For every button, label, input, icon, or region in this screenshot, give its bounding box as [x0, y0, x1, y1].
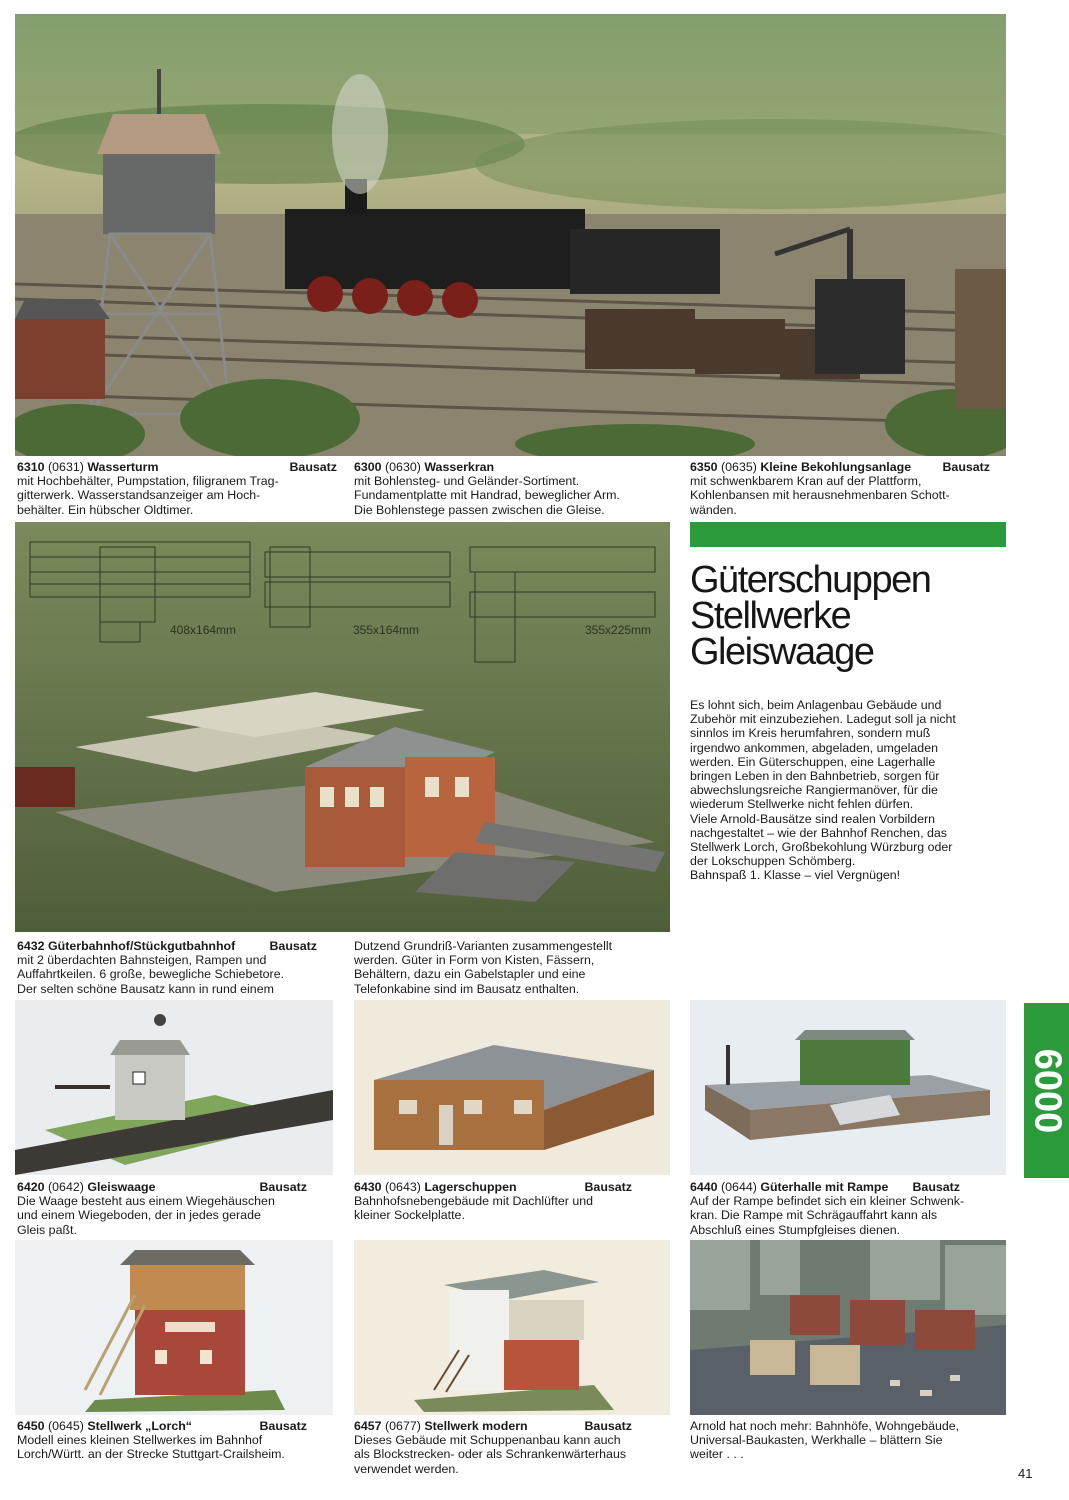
caption-tag: Bausatz: [942, 460, 990, 474]
accent-bar: [690, 522, 1006, 547]
caption-line: kran. Die Rampe mit Schrägauffahrt kann als: [690, 1208, 938, 1223]
caption-6432: [17, 939, 317, 996]
photo-stellwerk-lorch: [15, 1240, 333, 1415]
caption-number: 6450: [17, 1419, 45, 1433]
caption-title: Lagerschuppen: [424, 1180, 517, 1194]
caption-number: 6457: [354, 1419, 382, 1433]
headline-line: Stellwerke: [690, 595, 851, 637]
headline-line: Gleiswaage: [690, 631, 874, 673]
caption-more-from-arnold: [690, 1419, 990, 1462]
caption-line: behälter. Ein hübscher Oldtimer.: [17, 502, 194, 517]
plan-dimension-label: 355x225mm: [585, 623, 652, 637]
caption-line: verwendet werden.: [354, 1461, 459, 1476]
caption-title: Stellwerk modern: [424, 1419, 528, 1433]
intro-line: Bahnspaß 1. Klasse – viel Vergnügen!: [690, 868, 901, 883]
caption-title: Güterhalle mit Rampe: [760, 1180, 889, 1194]
caption-line: Dieses Gebäude mit Schuppenanbau kann auch: [354, 1433, 621, 1448]
caption-6432-continued: [354, 939, 664, 996]
caption-line: Arnold hat noch mehr: Bahnhöfe, Wohngebäude,: [690, 1419, 960, 1433]
top-photo: [15, 14, 1006, 456]
caption-line: Bahnhofsnebengebäude mit Dachlüfter und: [354, 1194, 594, 1209]
caption-code: (0642): [48, 1180, 84, 1194]
caption-title: Kleine Bekohlungsanlage: [760, 460, 912, 474]
freight-station-model-with-plans-photo: [15, 522, 670, 932]
caption-line: Auffahrtkeilen. 6 große, bewegliche Schiebetore.: [17, 967, 285, 982]
photo-gueterhalle: [690, 1000, 1006, 1175]
caption-6450: [17, 1419, 307, 1462]
caption-tag: Bausatz: [584, 1419, 632, 1433]
caption-code: (0635): [721, 460, 757, 474]
caption-line: Gleis paßt.: [17, 1222, 77, 1237]
caption-code: (0631): [48, 460, 84, 474]
caption-number: 6420: [17, 1180, 45, 1194]
goods-shed-with-ramp-photo: [690, 1000, 1006, 1175]
intro-line: bringen Leben in den Bahnbetrieb, sorgen für: [690, 769, 940, 784]
modern-signal-box-model-photo: [354, 1240, 670, 1415]
caption-number: 6440: [690, 1180, 718, 1194]
caption-line: Lorch/Württ. an der Strecke Stuttgart-Crailsheim.: [17, 1447, 285, 1462]
caption-line: Auf der Rampe befindet sich ein kleiner Schwenk-: [690, 1194, 965, 1209]
warehouse-model-photo: [354, 1000, 670, 1175]
caption-tag: Bausatz: [289, 460, 337, 474]
intro-line: der Lokschuppen Schömberg.: [690, 854, 856, 869]
caption-tag: Bausatz: [259, 1419, 307, 1433]
caption-6440: [690, 1180, 965, 1237]
caption-line: Behältern, dazu ein Gabelstapler und eine: [354, 967, 586, 982]
caption-code: (0644): [721, 1180, 757, 1194]
section-tab-label: 6000: [1026, 1048, 1068, 1133]
caption-line: mit Bohlensteg- und Geländer-Sortiment.: [354, 474, 580, 489]
intro-text: [690, 698, 1008, 883]
intro-line: abwechslungsreiche Rangiermanöver, für die: [690, 783, 938, 798]
caption-6420: [17, 1180, 307, 1237]
freight-station-photo: [15, 522, 670, 932]
signal-box-lorch-model-photo: [15, 1240, 333, 1415]
photo-stellwerk-modern: [354, 1240, 670, 1415]
caption-6300: [354, 460, 664, 517]
model-railway-steam-locomotive-water-tower-photo: [15, 14, 1006, 456]
page-number: 41: [1018, 1466, 1033, 1481]
caption-line: Fundamentplatte mit Handrad, beweglicher Arm.: [354, 488, 620, 503]
intro-line: Viele Arnold-Bausätze sind realen Vorbildern: [690, 811, 935, 826]
caption-number: 6300: [354, 460, 382, 474]
caption-number: 6350: [690, 460, 718, 474]
caption-line: werden. Güter in Form von Kisten, Fässern,: [354, 953, 595, 968]
caption-line: Modell eines kleinen Stellwerkes im Bahnhof: [17, 1433, 263, 1448]
caption-6430: [354, 1180, 632, 1223]
town-layout-model-photo: [690, 1240, 1006, 1415]
intro-line: wiederum Stellwerke nicht fehlen dürfen.: [690, 797, 914, 812]
caption-tag: Bausatz: [912, 1180, 960, 1194]
caption-title: Wasserkran: [424, 460, 495, 474]
intro-line: Zubehör mit einzubeziehen. Ladegut soll ja nicht: [690, 712, 956, 727]
caption-tag: Bausatz: [584, 1180, 632, 1194]
intro-line: Es lohnt sich, beim Anlagenbau Gebäude und: [690, 698, 942, 712]
plan-dimension-label: 355x164mm: [353, 623, 420, 637]
caption-code: (0630): [385, 460, 421, 474]
section-headline: [690, 559, 931, 673]
headline-line: Güterschuppen: [690, 559, 931, 601]
caption-line: Der selten schöne Bausatz kann in rund einem: [17, 981, 274, 996]
caption-title: Gleiswaage: [87, 1180, 156, 1194]
caption-line: Abschluß eines Stumpfgleises dienen.: [690, 1222, 901, 1237]
caption-line: kleiner Sockelplatte.: [354, 1208, 465, 1223]
caption-line: und einem Wiegeboden, der in jedes gerade: [17, 1208, 261, 1223]
caption-line: gitterwerk. Wasserstandsanzeiger am Hoch-: [17, 488, 261, 503]
caption-code: (0677): [385, 1419, 421, 1433]
caption-number: 6430: [354, 1180, 382, 1194]
intro-line: Stellwerk Lorch, Großbekohlung Würzburg oder: [690, 840, 953, 855]
caption-tag: Bausatz: [269, 939, 317, 953]
caption-line: als Blockstrecken- oder als Schrankenwärterhaus: [354, 1447, 627, 1462]
photo-town-layout: [690, 1240, 1006, 1415]
photo-gleiswaage: [15, 1000, 333, 1175]
intro-line: werden. Ein Güterschuppen, eine Lagerhalle: [690, 754, 936, 769]
caption-tag: Bausatz: [259, 1180, 307, 1194]
caption-number: 6432: [17, 939, 45, 953]
caption-line: Die Waage besteht aus einem Wiegehäuschen: [17, 1194, 275, 1209]
caption-line: Dutzend Grundriß-Varianten zusammengestellt: [354, 939, 613, 953]
caption-code: (0643): [385, 1180, 421, 1194]
intro-line: irgendwo ankommen, abgeladen, umgeladen: [690, 740, 938, 755]
section-tab: [1024, 1003, 1069, 1178]
caption-6310: [17, 460, 337, 517]
caption-line: weiter . . .: [690, 1447, 744, 1462]
caption-title: Stellwerk „Lorch“: [87, 1419, 192, 1433]
caption-title: Wasserturm: [87, 460, 159, 474]
intro-line: nachgestaltet – wie der Bahnhof Renchen, das: [690, 825, 947, 840]
photo-lagerschuppen: [354, 1000, 670, 1175]
caption-6457: [354, 1419, 632, 1476]
caption-line: Kohlenbansen mit herausnehmenbaren Schott-: [690, 488, 950, 503]
caption-title: Güterbahnhof/Stückgutbahnhof: [48, 939, 236, 953]
caption-line: wänden.: [690, 502, 737, 517]
caption-6350: [690, 460, 990, 517]
caption-code: (0645): [48, 1419, 84, 1433]
caption-line: mit Hochbehälter, Pumpstation, filigranem Trag-: [17, 474, 279, 489]
intro-line: sinnlos im Kreis herumfahren, sondern muß: [690, 726, 931, 741]
plan-dimension-label: 408x164mm: [170, 623, 237, 637]
weighbridge-model-photo: [15, 1000, 333, 1175]
caption-line: mit schwenkbarem Kran auf der Plattform,: [690, 474, 922, 489]
caption-line: Die Bohlenstege passen zwischen die Gleise.: [354, 502, 605, 517]
caption-number: 6310: [17, 460, 45, 474]
caption-line: mit 2 überdachten Bahnsteigen, Rampen und: [17, 953, 267, 968]
caption-line: Telefonkabine sind im Bausatz enthalten.: [354, 981, 580, 996]
caption-line: Universal-Baukasten, Werkhalle – blättern Sie: [690, 1433, 943, 1448]
